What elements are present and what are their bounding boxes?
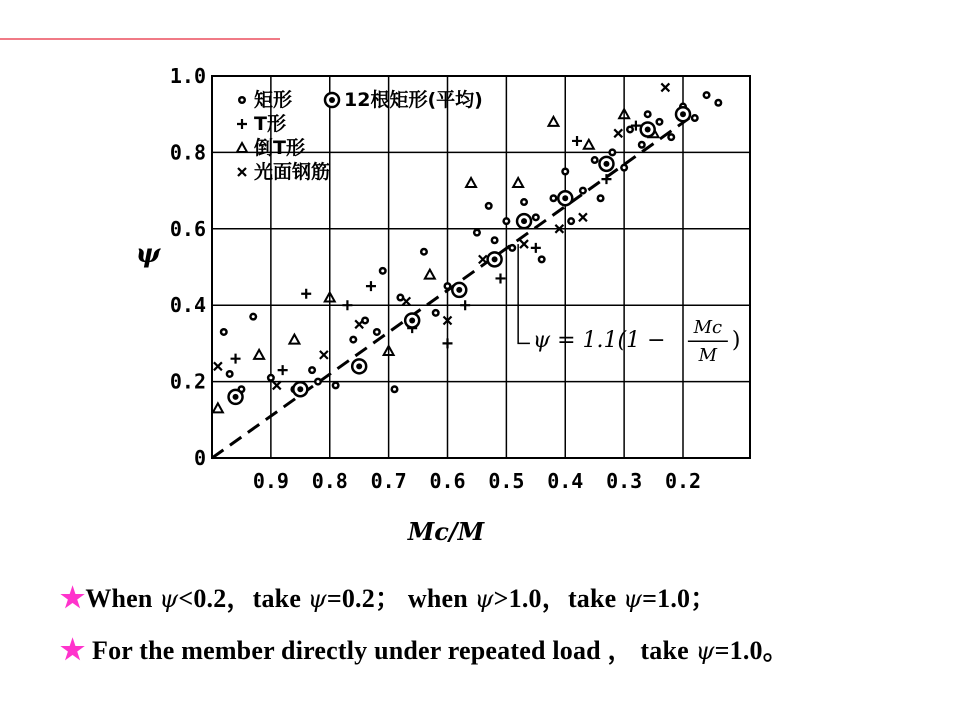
data-point-plus [342, 300, 352, 310]
marker-shape [548, 117, 558, 126]
marker-shape [301, 289, 311, 299]
data-point-circled [599, 157, 613, 171]
data-point-dot [314, 378, 322, 386]
psi-symbol: ψ [307, 585, 327, 613]
marker-shape [237, 143, 247, 152]
marker-shape [646, 113, 649, 116]
data-point-cross [402, 297, 410, 305]
legend-label: T形 [254, 113, 286, 135]
note2-eq: =1.0。 [714, 636, 789, 665]
data-point-plus [301, 289, 311, 299]
marker-shape [520, 240, 528, 248]
marker-shape [534, 216, 537, 219]
marker-shape [456, 287, 462, 293]
data-point-triangle [425, 270, 435, 279]
data-point-dot [608, 148, 616, 156]
data-point-dot [308, 366, 316, 374]
data-point-cross [520, 240, 528, 248]
data-point-cross [579, 213, 587, 221]
marker-shape [297, 386, 303, 392]
marker-shape [446, 285, 449, 288]
data-point-dot [520, 198, 528, 206]
marker-shape [487, 204, 490, 207]
data-point-cross [479, 255, 487, 263]
x-tick-label: 0.5 [488, 469, 525, 493]
data-point-plus [443, 338, 453, 348]
data-point-circled [488, 252, 502, 266]
data-point-dot [638, 141, 646, 149]
marker-shape [521, 218, 527, 224]
data-point-triangle [584, 140, 594, 149]
data-point-circled [558, 191, 572, 205]
marker-shape [579, 213, 587, 221]
formula-suffix: ) [731, 328, 741, 354]
psi-symbol: ψ [159, 585, 179, 613]
marker-shape [693, 117, 696, 120]
data-point-dot [567, 217, 575, 225]
psi-symbol: ψ [474, 585, 494, 613]
marker-shape [562, 195, 568, 201]
data-point-dot [714, 99, 722, 107]
marker-shape [425, 270, 435, 279]
data-point-dot [620, 164, 628, 172]
data-point-dot [591, 156, 599, 164]
data-point-circled [405, 313, 419, 327]
data-point-plus [460, 300, 470, 310]
marker-shape [603, 161, 609, 167]
data-point-dot [703, 91, 711, 99]
note1-when: When [85, 584, 153, 613]
data-point-dot [644, 110, 652, 118]
marker-shape [320, 351, 328, 359]
marker-shape [493, 239, 496, 242]
legend-label: 12根矩形(平均) [344, 89, 483, 111]
data-point-cross [214, 362, 222, 370]
marker-shape [356, 363, 362, 369]
legend-label: 倒T形 [254, 137, 305, 159]
marker-shape [228, 372, 231, 375]
marker-shape [254, 350, 264, 359]
data-point-dot [491, 236, 499, 244]
marker-shape [252, 315, 255, 318]
marker-shape [422, 250, 425, 253]
marker-shape [552, 197, 555, 200]
marker-shape [311, 369, 314, 372]
marker-shape [717, 101, 720, 104]
marker-shape [375, 330, 378, 333]
marker-shape [629, 128, 632, 131]
note-line-2 [60, 630, 789, 667]
marker-shape [238, 168, 246, 176]
data-point-dot [420, 248, 428, 256]
legend-marker [237, 119, 247, 129]
legend-marker [325, 93, 339, 107]
marker-shape [661, 83, 669, 91]
marker-shape [614, 129, 622, 137]
data-point-triangle [213, 403, 223, 412]
marker-shape [466, 178, 476, 187]
data-point-circled [352, 359, 366, 373]
marker-shape [593, 159, 596, 162]
data-point-cross [661, 83, 669, 91]
data-point-dot [579, 187, 587, 195]
marker-shape [399, 296, 402, 299]
data-point-circled [229, 390, 243, 404]
note1-eq2: =1.0； [642, 584, 717, 613]
formula-numerator: Mc [693, 317, 723, 339]
legend-label: 光面钢筋 [254, 161, 331, 183]
star-icon: ★ [60, 635, 86, 666]
marker-shape [434, 311, 437, 314]
data-point-dot [267, 374, 275, 382]
marker-shape [393, 388, 396, 391]
note-line-1 [60, 578, 716, 615]
marker-shape [564, 170, 567, 173]
formula-denominator: M [698, 345, 718, 367]
data-point-dot [485, 202, 493, 210]
marker-shape [402, 297, 410, 305]
psi-symbol: ψ [623, 585, 643, 613]
marker-shape [342, 300, 352, 310]
marker-shape [460, 300, 470, 310]
y-axis-label: ψ [135, 239, 161, 269]
marker-shape [705, 94, 708, 97]
data-point-dot [220, 328, 228, 336]
data-point-dot [444, 282, 452, 290]
marker-shape [289, 335, 299, 344]
data-point-triangle [254, 350, 264, 359]
data-point-circled [641, 122, 655, 136]
marker-shape [640, 143, 643, 146]
data-point-circled [676, 107, 690, 121]
data-point-dot [473, 229, 481, 237]
x-axis-label: Mc/M [407, 517, 485, 546]
data-point-cross [614, 129, 622, 137]
data-point-plus [495, 273, 505, 283]
note2-text: For the member directly under repeated load ， take [85, 636, 689, 665]
x-tick-label: 0.3 [606, 469, 643, 493]
marker-shape [540, 258, 543, 261]
data-point-dot [667, 133, 675, 141]
data-point-dot [532, 213, 540, 221]
data-point-triangle [466, 178, 476, 187]
marker-shape [213, 403, 223, 412]
x-tick-label: 0.6 [429, 469, 466, 493]
data-point-circled [452, 283, 466, 297]
marker-shape [572, 136, 582, 146]
marker-shape [329, 97, 335, 103]
legend-marker [237, 143, 247, 152]
marker-shape [316, 380, 319, 383]
data-point-dot [691, 114, 699, 122]
data-point-dot [655, 118, 663, 126]
data-point-dot [549, 194, 557, 202]
data-point-plus [531, 243, 541, 253]
marker-shape [241, 99, 244, 102]
x-tick-label: 0.7 [370, 469, 407, 493]
marker-shape [366, 281, 376, 291]
data-point-cross [273, 381, 281, 389]
x-tick-label: 0.8 [311, 469, 348, 493]
data-point-dot [379, 267, 387, 275]
data-point-dot [538, 255, 546, 263]
data-point-dot [226, 370, 234, 378]
marker-shape [222, 330, 225, 333]
note1-gt: >1.0，take [493, 584, 617, 613]
data-point-dot [561, 168, 569, 176]
data-point-circled [517, 214, 531, 228]
x-tick-label: 0.2 [664, 469, 702, 493]
legend-label: 矩形 [254, 89, 293, 111]
data-point-dot [373, 328, 381, 336]
marker-shape [599, 197, 602, 200]
data-point-plus [231, 354, 241, 364]
marker-shape [670, 136, 673, 139]
marker-shape [443, 338, 453, 348]
data-point-dot [349, 336, 357, 344]
data-point-dot [391, 385, 399, 393]
marker-shape [269, 376, 272, 379]
marker-shape [237, 119, 247, 129]
marker-shape [233, 394, 239, 400]
data-point-triangle [513, 178, 523, 187]
marker-shape [611, 151, 614, 154]
marker-shape [680, 111, 686, 117]
y-tick-label: 0.8 [169, 140, 206, 165]
data-point-plus [572, 136, 582, 146]
psi-symbol: ψ [695, 637, 715, 665]
marker-shape [381, 269, 384, 272]
formula-leader [518, 244, 530, 343]
marker-shape [355, 320, 363, 328]
note1-lt: <0.2，take [178, 584, 302, 613]
legend-marker [238, 96, 246, 104]
marker-shape [511, 246, 514, 249]
marker-shape [658, 120, 661, 123]
legend-marker [238, 168, 246, 176]
marker-shape [581, 189, 584, 192]
marker-shape [645, 126, 651, 132]
note1-eq1: =0.2； when [326, 584, 468, 613]
marker-shape [623, 166, 626, 169]
marker-shape [479, 255, 487, 263]
y-tick-label: 1.0 [169, 64, 206, 88]
data-point-cross [355, 320, 363, 328]
marker-shape [334, 384, 337, 387]
y-tick-label: 0.6 [169, 216, 206, 241]
data-point-dot [597, 194, 605, 202]
marker-shape [492, 256, 498, 262]
y-tick-label: 0 [193, 446, 206, 470]
marker-shape [364, 319, 367, 322]
marker-shape [513, 178, 523, 187]
data-point-plus [278, 365, 288, 375]
data-point-dot [508, 244, 516, 252]
y-tick-label: 0.4 [169, 293, 206, 318]
x-tick-label: 0.4 [547, 469, 584, 493]
data-point-circled [293, 382, 307, 396]
marker-shape [273, 381, 281, 389]
marker-shape [475, 231, 478, 234]
formula-text: ψ = 1.1(1 − [532, 328, 666, 354]
marker-shape [523, 201, 526, 204]
marker-shape [352, 338, 355, 341]
marker-shape [214, 362, 222, 370]
marker-shape [531, 243, 541, 253]
data-point-triangle [289, 335, 299, 344]
data-point-dot [502, 217, 510, 225]
data-point-plus [366, 281, 376, 291]
data-point-dot [432, 309, 440, 317]
marker-shape [570, 220, 573, 223]
marker-shape [409, 317, 415, 323]
marker-shape [495, 273, 505, 283]
data-point-dot [332, 381, 340, 389]
data-point-dot [249, 313, 257, 321]
x-tick-label: 0.9 [252, 469, 289, 493]
marker-shape [278, 365, 288, 375]
data-point-triangle [548, 117, 558, 126]
y-tick-label: 0.2 [169, 369, 206, 394]
marker-shape [505, 220, 508, 223]
marker-shape [584, 140, 594, 149]
data-point-cross [320, 351, 328, 359]
star-icon: ★ [60, 583, 86, 614]
marker-shape [231, 354, 241, 364]
